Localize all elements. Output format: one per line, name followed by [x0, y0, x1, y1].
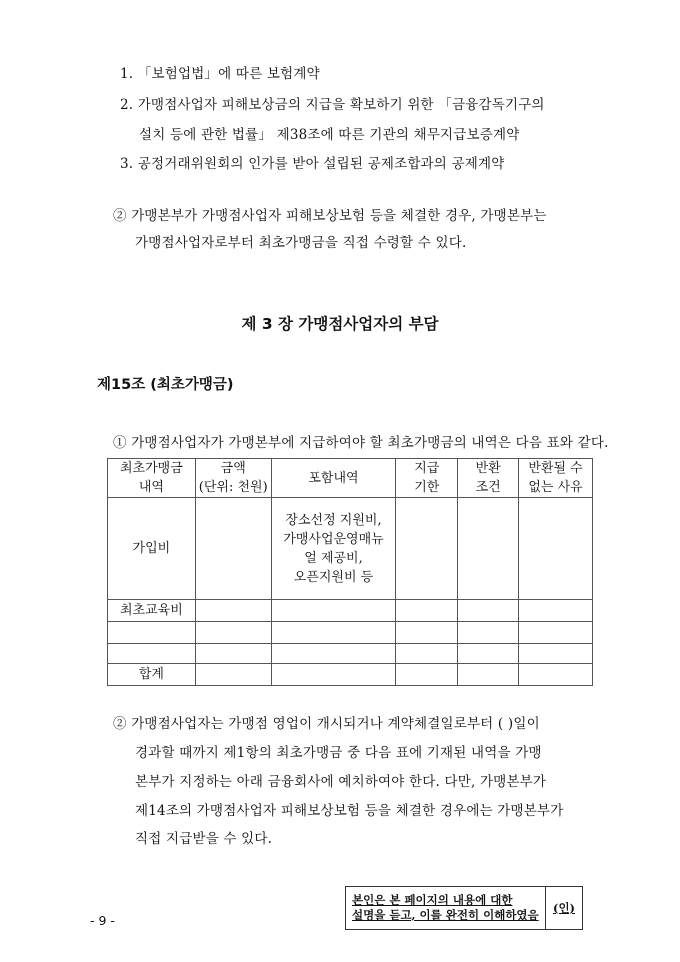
table-row: [108, 664, 593, 686]
row-label: [108, 622, 196, 644]
header-amount: 금액 (단위: 천원): [195, 459, 271, 498]
article-15-paragraph-2-line-1: ② 가맹점사업자는 가맹점 영업이 개시되거나 계약체결일로부터 ( )일이: [113, 716, 540, 732]
table-row: [108, 498, 593, 600]
header-fee-item: 최초가맹금 내역: [108, 459, 196, 498]
list-item-3: 3. 공정거래위원회의 인가를 받아 설립된 공제조합과의 공제계약: [120, 156, 505, 172]
confirmation-box: [345, 886, 583, 930]
article-15-paragraph-2-line-3: 본부가 지정하는 아래 금융회사에 예치하여야 한다. 다만, 가맹본부가: [135, 774, 547, 790]
article-15-paragraph-2-line-4: 제14조의 가맹점사업자 피해보상보험 등을 체결한 경우에는 가맹본부가: [135, 803, 564, 819]
list-item-2-cont: 설치 등에 관한 법률」 제38조에 따른 기관의 채무지급보증계약: [139, 127, 520, 143]
article-15-paragraph-1: ① 가맹점사업자가 가맹본부에 지급하여야 할 최초가맹금의 내역은 다음 표와 같다.: [113, 435, 609, 451]
article-15-paragraph-2-line-5: 직접 지급받을 수 있다.: [135, 831, 273, 847]
page-number: - 9 -: [90, 913, 115, 928]
row-label: [108, 644, 196, 664]
chapter-heading: 제 3 장 가맹점사업자의 부담: [241, 315, 439, 333]
amount-cell: [195, 498, 271, 600]
header-payment-due: 지급 기한: [396, 459, 458, 498]
seal-field[interactable]: (인): [545, 887, 582, 929]
table-header-row: [108, 459, 593, 498]
table-row: [108, 622, 593, 644]
header-non-refundable-reason: 반환될 수 없는 사유: [519, 459, 593, 498]
table-row: [108, 644, 593, 664]
header-refund-condition: 반환 조건: [458, 459, 519, 498]
article-heading: 제15조 (최초가맹금): [97, 377, 234, 393]
list-item-1: 1. 「보험업법」에 따른 보험계약: [120, 66, 320, 82]
list-item-2: 2. 가맹점사업자 피해보상금의 지급을 확보하기 위한 「금융감독기구의: [120, 97, 545, 113]
confirmation-text: 본인은 본 페이지의 내용에 대한 설명을 듣고, 이를 완전히 이해하였음: [352, 893, 539, 922]
includes-cell: 장소선정 지원비, 가맹사업운영매뉴 얼 제공비, 오픈지원비 등: [271, 498, 396, 600]
paragraph-2-line-2: 가맹점사업자로부터 최초가맹금을 직접 수령할 수 있다.: [135, 235, 467, 251]
article-15-paragraph-2-line-2: 경과할 때까지 제1항의 최초가맹금 중 다음 표에 기재된 내역을 가맹: [135, 745, 542, 761]
initial-fee-table: [107, 458, 593, 686]
row-label: 합계: [108, 664, 196, 686]
row-label: 최초교육비: [108, 600, 196, 622]
row-label: 가입비: [108, 498, 196, 600]
header-includes: 포함내역: [271, 459, 396, 498]
table-row: [108, 600, 593, 622]
paragraph-2-line-1: ② 가맹본부가 가맹점사업자 피해보상보험 등을 체결한 경우, 가맹본부는: [113, 208, 547, 224]
